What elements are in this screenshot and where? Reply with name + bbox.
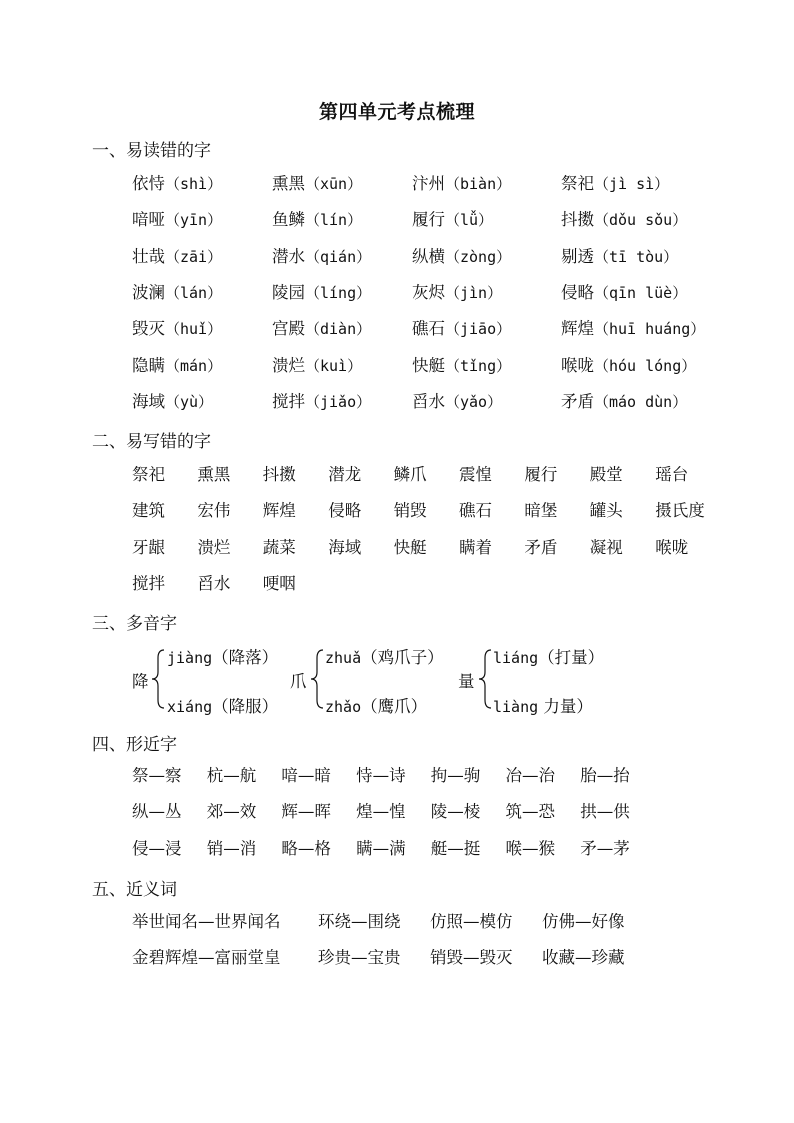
- word: 毁灭: [132, 319, 165, 339]
- word-item: 凝视: [589, 537, 623, 557]
- word: 溃烂: [272, 355, 305, 375]
- pinyin: （jiāo）: [445, 320, 512, 339]
- page-title: 第四单元考点梳理: [318, 101, 475, 123]
- similar-pair: 侵—浸: [132, 838, 182, 858]
- pronunciation-item: [272, 245, 371, 269]
- similar-pair: 杭—航: [206, 766, 257, 785]
- pinyin: （qián）: [305, 247, 372, 266]
- polyphone-reading: xiáng（降服）: [167, 697, 279, 716]
- section-heading-pronunciation: 一、易读错的字: [92, 141, 211, 161]
- word: 喉咙: [561, 355, 594, 375]
- pronunciation-item: [561, 317, 705, 341]
- word-item: 摄氏度: [655, 501, 705, 521]
- synonym-pair: 收藏—珍藏: [542, 948, 625, 968]
- polyphone-reading: zhuǎ（鸡爪子）: [325, 648, 444, 667]
- word: 纵横: [412, 246, 445, 266]
- pinyin: （zòng）: [445, 247, 512, 266]
- word-item: 销毁: [393, 501, 427, 521]
- similar-pair: 冶—治: [505, 766, 555, 785]
- word: 依恃: [132, 174, 165, 193]
- pinyin: （lán）: [165, 283, 223, 302]
- pinyin: （tǐng）: [445, 356, 512, 375]
- polyphone-reading: liàng 力量）: [493, 697, 593, 716]
- pronunciation-item: [561, 208, 687, 232]
- word-item: 礁石: [459, 501, 492, 521]
- word-item: 搅拌: [132, 573, 165, 593]
- word: 快艇: [412, 355, 445, 375]
- pinyin: （lín）: [305, 211, 363, 230]
- pinyin: （shì）: [165, 175, 223, 193]
- word: 剔透: [561, 246, 594, 266]
- pinyin: （jiǎo）: [305, 392, 372, 411]
- word-item: 哽咽: [262, 573, 296, 593]
- synonym-pair: 环绕—围绕: [318, 912, 401, 931]
- pinyin: （kuì）: [305, 356, 363, 375]
- pronunciation-item: [272, 281, 371, 305]
- word-item: 蔬菜: [262, 537, 296, 557]
- word-item: 溃烂: [197, 537, 231, 557]
- section-heading-polyphones: 三、多音字: [92, 614, 177, 634]
- similar-pair: 恃—诗: [356, 766, 406, 785]
- pinyin: （yīn）: [165, 211, 223, 230]
- pronunciation-item: [412, 354, 511, 378]
- pinyin: （qīn lüè）: [594, 283, 688, 302]
- word: 祭祀: [561, 174, 594, 193]
- pronunciation-item: [272, 390, 371, 414]
- pinyin: （dǒu sǒu）: [594, 211, 688, 230]
- pinyin: （yǎo）: [445, 392, 503, 411]
- word: 壮哉: [132, 246, 165, 266]
- pinyin: （huī huáng）: [594, 320, 706, 339]
- pronunciation-item: [132, 208, 222, 232]
- brace-icon: [477, 648, 493, 710]
- similar-pair: 煌—惶: [356, 802, 406, 822]
- similar-pair: 拘—驹: [430, 766, 481, 785]
- word: 陵园: [272, 282, 305, 302]
- pinyin: （jìn）: [445, 283, 503, 302]
- word: 矛盾: [561, 391, 594, 411]
- pronunciation-item: [132, 390, 213, 414]
- pronunciation-item: [412, 390, 502, 414]
- pinyin: （máo dùn）: [594, 392, 688, 411]
- word: 鱼鳞: [272, 210, 305, 230]
- word-item: 祭祀: [132, 465, 165, 484]
- pinyin: （lǚ）: [445, 211, 494, 230]
- word-item: 震惶: [459, 465, 492, 484]
- synonym-pair: 销毁—毁灭: [430, 948, 513, 968]
- similar-pair: 略—格: [281, 838, 331, 858]
- word-item: 舀水: [197, 573, 231, 593]
- word-item: 暗堡: [524, 501, 558, 521]
- word-item: 潜龙: [328, 465, 362, 484]
- pinyin: （yù）: [165, 392, 214, 411]
- pinyin: （xūn）: [305, 175, 363, 193]
- pinyin: （biàn）: [445, 175, 512, 193]
- similar-pair: 喑—暗: [281, 766, 331, 785]
- brace-icon: [150, 648, 166, 710]
- pronunciation-item: [272, 354, 362, 378]
- word: 侵略: [561, 282, 594, 302]
- polyphone-reading: jiàng（降落）: [167, 648, 279, 667]
- word-item: 履行: [524, 465, 558, 484]
- polyphone-char: 降: [132, 672, 149, 691]
- word: 宫殿: [272, 319, 305, 339]
- pronunciation-item: [272, 208, 362, 232]
- similar-pair: 瞒—满: [356, 838, 406, 858]
- word-item: 矛盾: [524, 537, 558, 557]
- similar-pair: 胎—抬: [580, 766, 630, 785]
- pinyin: （huǐ）: [165, 320, 223, 339]
- word-item: 瞒着: [459, 537, 492, 557]
- word: 舀水: [412, 391, 445, 411]
- synonym-pair: 金碧辉煌—富丽堂皇: [132, 948, 281, 968]
- pinyin: （jì sì）: [594, 175, 670, 193]
- pronunciation-item: [132, 172, 222, 196]
- similar-pair: 艇—挺: [430, 838, 481, 858]
- pinyin: （zāi）: [165, 247, 223, 266]
- similar-pair: 辉—晖: [281, 802, 331, 822]
- word-item: 建筑: [132, 501, 165, 521]
- similar-pair: 喉—猴: [505, 838, 555, 858]
- word: 喑哑: [132, 210, 165, 230]
- pinyin: （diàn）: [305, 320, 372, 339]
- word-item: 牙龈: [132, 537, 165, 557]
- polyphone-char: 量: [458, 672, 475, 691]
- word-item: 辉煌: [262, 501, 296, 521]
- word-item: 鳞爪: [393, 465, 427, 484]
- pinyin: （hóu lóng）: [594, 356, 697, 375]
- word: 礁石: [412, 319, 445, 339]
- synonym-pair: 举世闻名—世界闻名: [132, 912, 281, 931]
- word-item: 侵略: [328, 501, 362, 521]
- word-item: 抖擞: [262, 465, 296, 484]
- section-heading-similar: 四、形近字: [92, 735, 177, 755]
- similar-pair: 陵—棱: [430, 802, 481, 822]
- section-heading-synonyms: 五、近义词: [92, 880, 177, 900]
- pronunciation-item: [412, 208, 493, 232]
- word-item: 罐头: [589, 501, 623, 521]
- word: 波澜: [132, 282, 165, 302]
- word: 搅拌: [272, 391, 305, 411]
- polyphone-reading: zhǎo（鹰爪）: [325, 697, 428, 716]
- synonym-pair: 仿佛—好像: [542, 912, 625, 931]
- similar-pair: 纵—丛: [132, 802, 182, 822]
- word: 隐瞒: [132, 355, 165, 375]
- pronunciation-item: [412, 245, 511, 269]
- pronunciation-item: [132, 317, 222, 341]
- pronunciation-item: [412, 281, 502, 305]
- synonym-pair: 仿照—模仿: [430, 912, 513, 931]
- pronunciation-item: [412, 172, 511, 196]
- pronunciation-item: [132, 354, 222, 378]
- word: 海域: [132, 391, 165, 411]
- similar-pair: 拱—供: [580, 802, 630, 822]
- pronunciation-item: [561, 354, 696, 378]
- polyphone-reading: liáng（打量）: [493, 648, 605, 667]
- pinyin: （mán）: [165, 356, 223, 375]
- pinyin: （líng）: [305, 283, 372, 302]
- word: 汴州: [412, 174, 445, 193]
- similar-pair: 矛—茅: [580, 838, 630, 858]
- word-item: 殿堂: [589, 465, 623, 484]
- pronunciation-item: [132, 281, 222, 305]
- pronunciation-item: [132, 245, 222, 269]
- pronunciation-item: [412, 317, 511, 341]
- section-heading-writing: 二、易写错的字: [92, 432, 211, 452]
- word: 辉煌: [561, 319, 594, 339]
- brace-icon: [309, 648, 325, 710]
- synonym-pair: 珍贵—宝贵: [318, 948, 401, 968]
- word: 履行: [412, 210, 445, 230]
- word: 灰烬: [412, 282, 445, 302]
- word-item: 瑶台: [655, 465, 689, 484]
- word-item: 熏黑: [197, 465, 231, 484]
- pronunciation-item: [561, 245, 678, 269]
- word: 抖擞: [561, 210, 594, 230]
- pinyin: （tī tòu）: [594, 247, 679, 266]
- similar-pair: 祭—察: [132, 766, 182, 785]
- word: 潜水: [272, 246, 305, 266]
- word-item: 海域: [328, 537, 362, 557]
- pronunciation-item: [561, 281, 687, 305]
- pronunciation-item: [561, 390, 687, 414]
- word: 熏黑: [272, 174, 305, 193]
- word-item: 快艇: [393, 537, 427, 557]
- word-item: 喉咙: [655, 537, 689, 557]
- similar-pair: 筑—恐: [505, 802, 555, 822]
- polyphone-char: 爪: [290, 672, 307, 691]
- similar-pair: 郊—效: [206, 802, 257, 822]
- pronunciation-item: [272, 172, 362, 196]
- similar-pair: 销—消: [206, 838, 257, 858]
- pronunciation-item: [272, 317, 371, 341]
- pronunciation-item: [561, 172, 669, 196]
- word-item: 宏伟: [197, 501, 231, 521]
